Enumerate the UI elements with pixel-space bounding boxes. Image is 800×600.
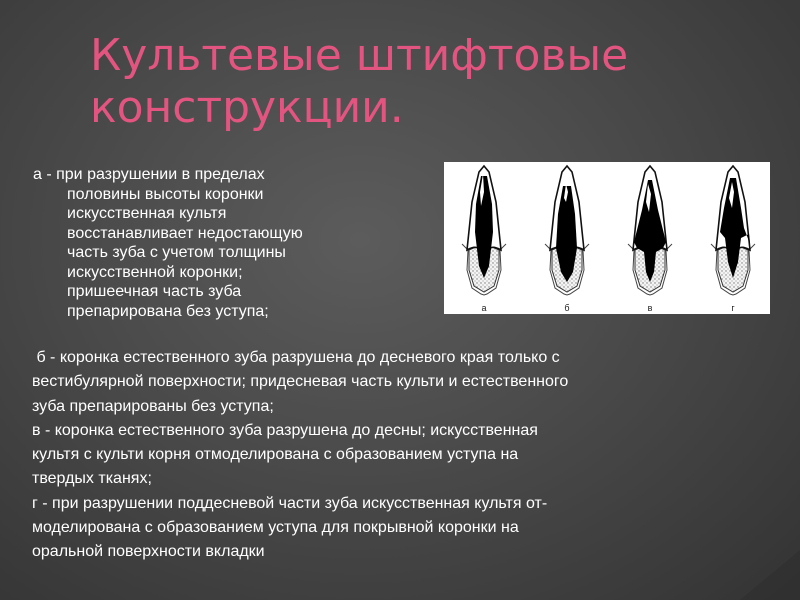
- paragraph-a: [33, 165, 413, 321]
- title-line-2: конструкции.: [90, 82, 404, 133]
- paragraph-a-line: половины высоты коронки: [67, 185, 264, 203]
- paragraph-a-line: часть зуба с учетом толщины: [67, 244, 286, 261]
- paragraph-a-line: восстанавливает недостающую: [67, 224, 303, 242]
- tooth-v: [628, 166, 672, 295]
- paragraph-b-line: б - коронка естественного зуба разрушена до десневого края только с: [32, 349, 560, 366]
- paragraph-b-line: культя с культи корня отмоделирована с образованием уступа на: [32, 446, 519, 464]
- teeth-illustration: [444, 162, 770, 314]
- paragraph-b-line: зуба препарированы без уступа;: [32, 397, 274, 415]
- tooth-label-a: а: [481, 303, 487, 313]
- tooth-label-v: в: [647, 303, 653, 313]
- tooth-a: [462, 166, 506, 295]
- tooth-label-b: б: [564, 303, 570, 313]
- paragraph-a-line: пришеечная часть зуба: [67, 283, 242, 300]
- paragraph-b-line: твердых тканях;: [32, 470, 152, 488]
- paragraph-b-line: оральной поверхности вкладки: [32, 543, 265, 561]
- paragraph-a-line: препарирована без уступа;: [67, 302, 269, 320]
- paragraph-b-line: в - коронка естественного зуба разрушена до десны; искусственная: [32, 421, 538, 439]
- paragraph-a-line: искусственная культя: [67, 205, 227, 222]
- paragraph-b-line: моделирована с образованием уступа для покрывной коронки на: [32, 519, 519, 537]
- corner-decoration: [740, 550, 800, 600]
- paragraph-a-line: а - при разрушении в пределах: [33, 166, 265, 183]
- paragraph-a-line: искусственной коронки;: [67, 263, 243, 281]
- paragraph-b: [32, 346, 782, 565]
- title-line-1: Культевые штифтовые: [90, 30, 629, 81]
- paragraph-b-line: вестибулярной поверхности; придесневая часть культи и естественного: [32, 373, 569, 391]
- paragraph-b-line: г - при разрушении поддесневой части зуба искусственная культя от-: [32, 494, 548, 512]
- tooth-g: [711, 166, 755, 295]
- tooth-b: [545, 166, 589, 295]
- slide-title: [90, 30, 690, 134]
- teeth-diagram: [444, 162, 770, 314]
- tooth-label-g: г: [731, 303, 735, 313]
